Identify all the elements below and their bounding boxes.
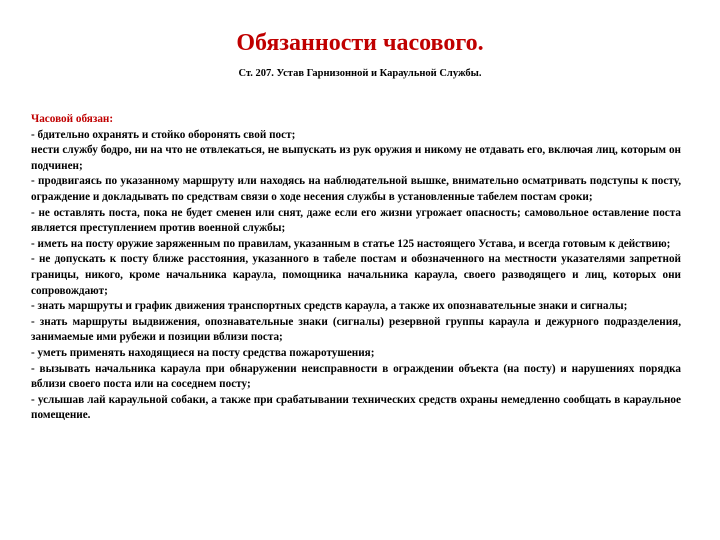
duty-item: - знать маршруты и график движения транспортных средств караула, а также их опознавательные знаки и сигналы; [31, 300, 628, 313]
duty-item: - услышав лай караульной собаки, а также при срабатывании технических средств охраны немедленно сообщать в караульное помещение. [31, 393, 681, 422]
duties-text [31, 112, 681, 424]
page-subtitle: Ст. 207. Устав Гарнизонной и Караульной Службы. [238, 68, 482, 79]
page-title: Обязанности часового. [236, 30, 484, 56]
duty-item: - бдительно охранять и стойко оборонять свой пост; [31, 128, 296, 141]
duty-item: нести службу бодро, ни на что не отвлекаться, не выпускать из рук оружия и никому не отдавать его, включая лиц, которым он подчинен; [31, 144, 681, 172]
duty-item: - знать маршруты выдвижения, опознавательные знаки (сигналы) резервной группы караула и дежурного подразделения, занимаемые ими рубежи и позиции вблизи поста; [31, 315, 681, 344]
duty-item: - уметь применять находящиеся на посту средства пожаротушения; [31, 346, 375, 359]
duty-item: - не оставлять поста, пока не будет сменен или снят, даже если его жизни угрожает опасность; самовольное оставление поста является преступлением против военной службы; [31, 206, 681, 235]
duty-item: - не допускать к посту ближе расстояния, указанного в табеле постам и обозначенного на местности указателями запретной границы, никого, кроме начальника караула, помощника начальника караула, своего разводящего и лиц, которых они сопровождают; [31, 253, 681, 297]
duty-item: - иметь на посту оружие заряженным по правилам, указанным в статье 125 настоящего Устава, и всегда готовым к действию; [31, 237, 671, 250]
duty-item: - вызывать начальника караула при обнаружении неисправности в ограждении объекта (на посту) и нарушениях порядка вблизи своего поста или на соседнем посту; [31, 362, 681, 391]
duty-item: - продвигаясь по указанному маршруту или находясь на наблюдательной вышке, внимательно осматривать подступы к посту, ограждение и докладывать по средствам связи о ходе несения службы в установленные табелем постам сроки; [31, 175, 681, 203]
duties-lead: Часовой обязан: [31, 113, 114, 125]
